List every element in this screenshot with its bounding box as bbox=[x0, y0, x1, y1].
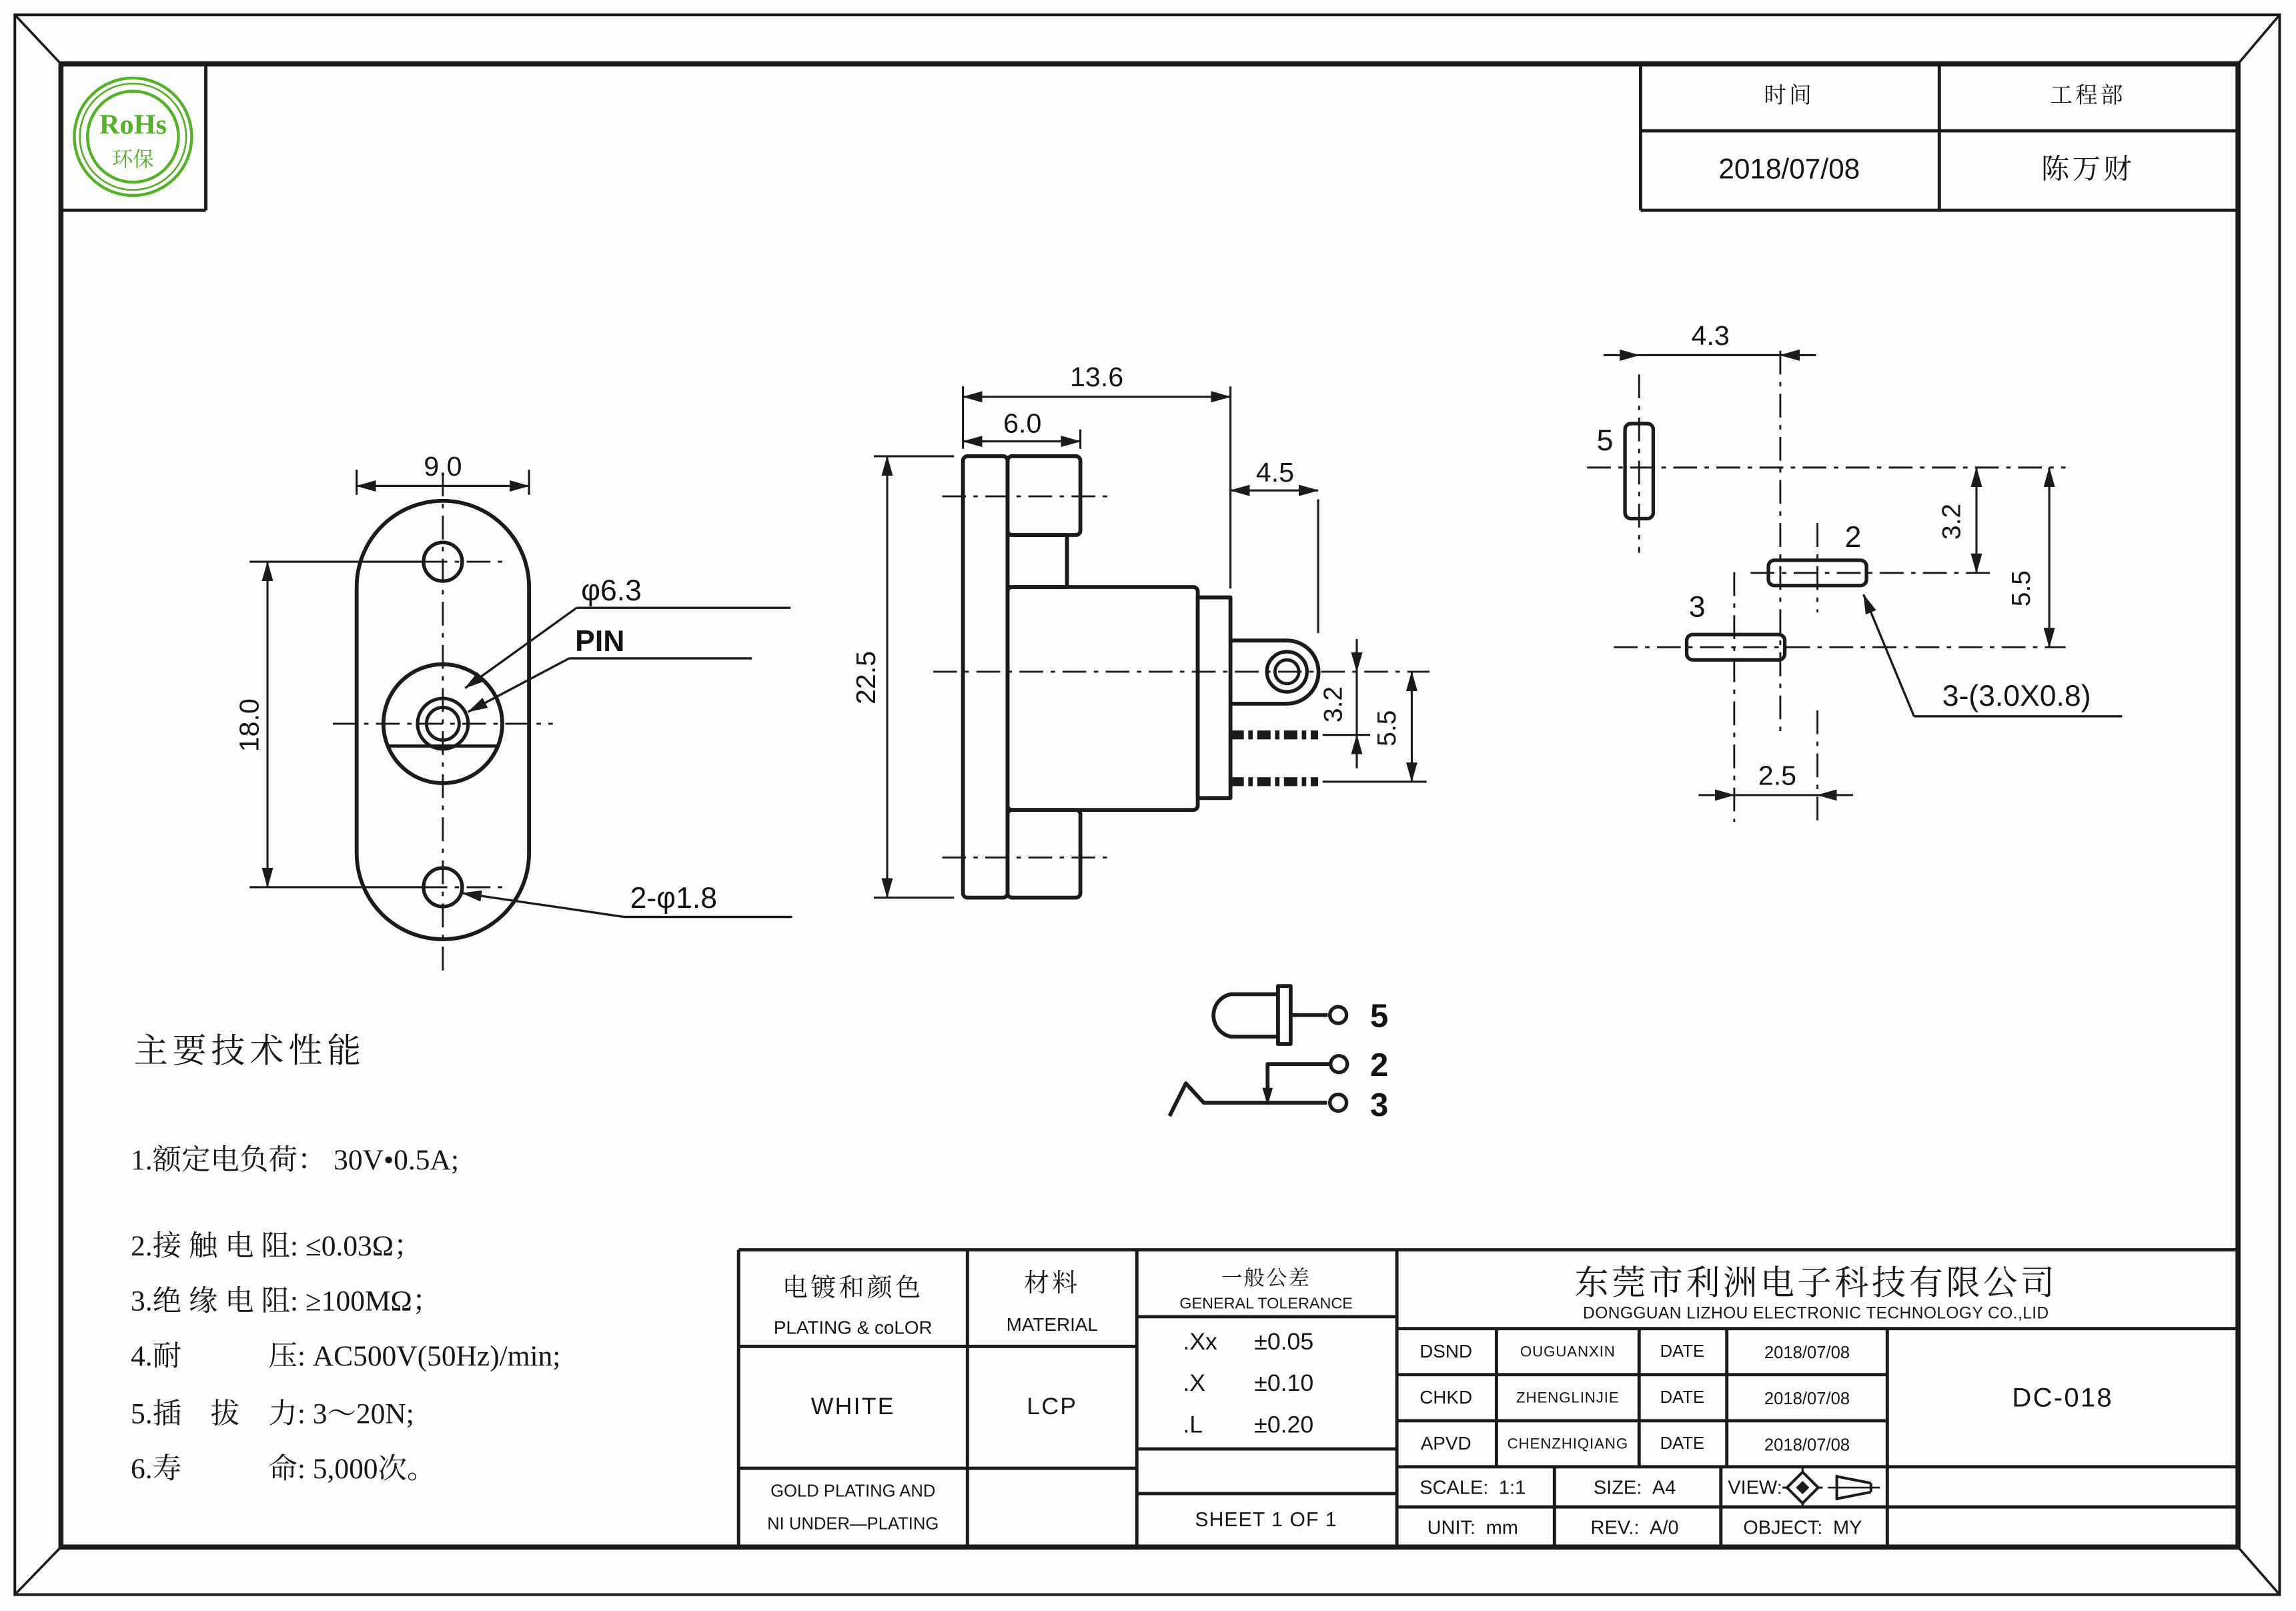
name-apvd: CHENZHIQIANG bbox=[1507, 1436, 1629, 1453]
unit-label: UNIT: bbox=[1427, 1516, 1476, 1539]
scale-field bbox=[1419, 1478, 1526, 1498]
pad-label-3: 3 bbox=[1688, 590, 1706, 624]
scale-value: 1:1 bbox=[1498, 1476, 1526, 1499]
tolerance-key: .X bbox=[1183, 1372, 1206, 1398]
date-value-chkd: 2018/07/08 bbox=[1764, 1390, 1850, 1408]
object-field bbox=[1743, 1518, 1862, 1538]
schematic-pin3: 3 bbox=[1370, 1087, 1389, 1124]
front-view bbox=[234, 451, 792, 973]
material-header-cn: 材料 bbox=[1023, 1269, 1081, 1298]
object-label: OBJECT: bbox=[1743, 1516, 1823, 1539]
date-value-dsnd: 2018/07/08 bbox=[1764, 1344, 1850, 1362]
pad-label-5: 5 bbox=[1596, 424, 1614, 458]
info-dept-value: 陈万财 bbox=[2041, 154, 2135, 186]
pad-dim-y1: 3.2 bbox=[1937, 503, 1966, 540]
pad-layout-view bbox=[1587, 320, 2122, 822]
side-dim-height: 22.5 bbox=[850, 650, 882, 704]
part-number: DC-018 bbox=[2012, 1383, 2113, 1413]
view-label: VIEW: bbox=[1728, 1476, 1782, 1499]
unit-field bbox=[1427, 1518, 1518, 1538]
side-dim-tip: 4.5 bbox=[1255, 456, 1295, 488]
pad-label-2: 2 bbox=[1844, 520, 1862, 554]
pad-dim-x2: 2.5 bbox=[1758, 760, 1797, 791]
spec-item-6: 6.寿 命: 5,000次。 bbox=[131, 1454, 436, 1486]
plating-note-line2: NI UNDER—PLATING bbox=[767, 1516, 939, 1534]
tolerance-value: ±0.05 bbox=[1254, 1329, 1314, 1356]
date-label-chkd: DATE bbox=[1660, 1389, 1705, 1408]
side-dim-pin1: 3.2 bbox=[1319, 686, 1348, 723]
company-name-cn: 东莞市利洲电子科技有限公司 bbox=[1574, 1263, 2058, 1302]
schematic-pin5: 5 bbox=[1370, 998, 1389, 1035]
sheet-number: SHEET 1 OF 1 bbox=[1195, 1508, 1337, 1531]
tolerance-key: .Xx bbox=[1183, 1329, 1217, 1356]
size-label: SIZE: bbox=[1593, 1476, 1642, 1499]
date-label-dsnd: DATE bbox=[1660, 1343, 1705, 1362]
company-name-en: DONGGUAN LIZHOU ELECTRONIC TECHNOLOGY CO.,LID bbox=[1583, 1305, 2049, 1323]
role-apvd: APVD bbox=[1420, 1433, 1472, 1454]
spec-item-1: 1.额定电负荷： 30V•0.5A; bbox=[131, 1145, 459, 1177]
front-label-pin: PIN bbox=[575, 624, 625, 658]
pad-label-slots: 3-(3.0X0.8) bbox=[1942, 680, 2091, 713]
front-label-holes: 2-φ1.8 bbox=[630, 882, 718, 915]
info-table-lines bbox=[1640, 64, 2238, 210]
tolerance-value: ±0.10 bbox=[1254, 1372, 1314, 1398]
spec-item-2: 2.接 触 电 阻: ≤0.03Ω； bbox=[131, 1231, 423, 1263]
tolerance-row-3 bbox=[1183, 1414, 1313, 1440]
pad-dim-x: 4.3 bbox=[1691, 320, 1730, 351]
front-dim-pitch: 18.0 bbox=[233, 698, 265, 752]
tolerance-row-2 bbox=[1183, 1372, 1313, 1398]
spec-item-5: 5.插 拔 力: 3～20N; bbox=[131, 1400, 414, 1431]
rev-value: A/0 bbox=[1650, 1516, 1679, 1539]
plating-note-line1: GOLD PLATING AND bbox=[770, 1483, 936, 1502]
object-value: MY bbox=[1832, 1516, 1862, 1539]
front-dim-width: 9.0 bbox=[424, 450, 462, 482]
role-dsnd: DSND bbox=[1419, 1341, 1473, 1362]
side-dim-pin2: 5.5 bbox=[1372, 710, 1401, 746]
spec-item-3: 3.绝 缘 电 阻: ≥100MΩ； bbox=[131, 1286, 442, 1318]
rohs-title: RoHs bbox=[99, 109, 167, 141]
jack-schematic bbox=[1169, 986, 1388, 1123]
projection-symbols bbox=[1782, 1468, 1880, 1508]
schematic-pin2: 2 bbox=[1370, 1047, 1389, 1083]
date-value-apvd: 2018/07/08 bbox=[1764, 1436, 1850, 1454]
side-dim-overall: 13.6 bbox=[1070, 362, 1124, 393]
side-view bbox=[850, 362, 1429, 897]
role-chkd: CHKD bbox=[1419, 1387, 1473, 1408]
center-pin-icon bbox=[1213, 994, 1279, 1036]
plating-header-en: PLATING & coLOR bbox=[773, 1317, 933, 1338]
projection-cone-icon bbox=[1828, 1475, 1880, 1500]
unit-value: mm bbox=[1486, 1516, 1518, 1539]
tolerance-header-en: GENERAL TOLERANCE bbox=[1179, 1294, 1353, 1313]
info-time-label: 时间 bbox=[1764, 83, 1815, 109]
spec-item-4: 4.耐 压: AC500V(50Hz)/min; bbox=[131, 1341, 561, 1373]
plating-header-cn: 电镀和颜色 bbox=[782, 1273, 924, 1302]
size-field bbox=[1594, 1478, 1676, 1498]
date-label-apvd: DATE bbox=[1660, 1435, 1705, 1454]
tolerance-value: ±0.20 bbox=[1254, 1413, 1314, 1439]
rev-label: REV.: bbox=[1590, 1516, 1640, 1539]
material-header-en: MATERIAL bbox=[1006, 1314, 1098, 1335]
tolerance-header-cn: 一般公差 bbox=[1221, 1265, 1311, 1289]
info-dept-label: 工程部 bbox=[2050, 83, 2126, 109]
material-value: LCP bbox=[1027, 1395, 1078, 1420]
scale-label: SCALE: bbox=[1419, 1476, 1489, 1499]
side-dim-tab: 6.0 bbox=[1003, 408, 1042, 439]
name-chkd: ZHENGLINJIE bbox=[1516, 1390, 1620, 1407]
tolerance-key: .L bbox=[1183, 1413, 1203, 1439]
datum-target-icon bbox=[1782, 1468, 1822, 1508]
rohs-logo bbox=[61, 64, 205, 210]
size-value: A4 bbox=[1652, 1476, 1676, 1499]
tolerance-row-1 bbox=[1183, 1330, 1313, 1357]
front-label-diameter: φ6.3 bbox=[581, 574, 642, 608]
pad-dim-y2: 5.5 bbox=[2007, 570, 2037, 607]
rev-field bbox=[1591, 1518, 1679, 1538]
rohs-subtitle: 环保 bbox=[112, 147, 154, 171]
plating-value: WHITE bbox=[810, 1395, 895, 1420]
name-dsnd: OUGUANXIN bbox=[1520, 1344, 1616, 1360]
spec-title: 主要技术性能 bbox=[133, 1031, 366, 1070]
info-time-value: 2018/07/08 bbox=[1718, 154, 1860, 186]
